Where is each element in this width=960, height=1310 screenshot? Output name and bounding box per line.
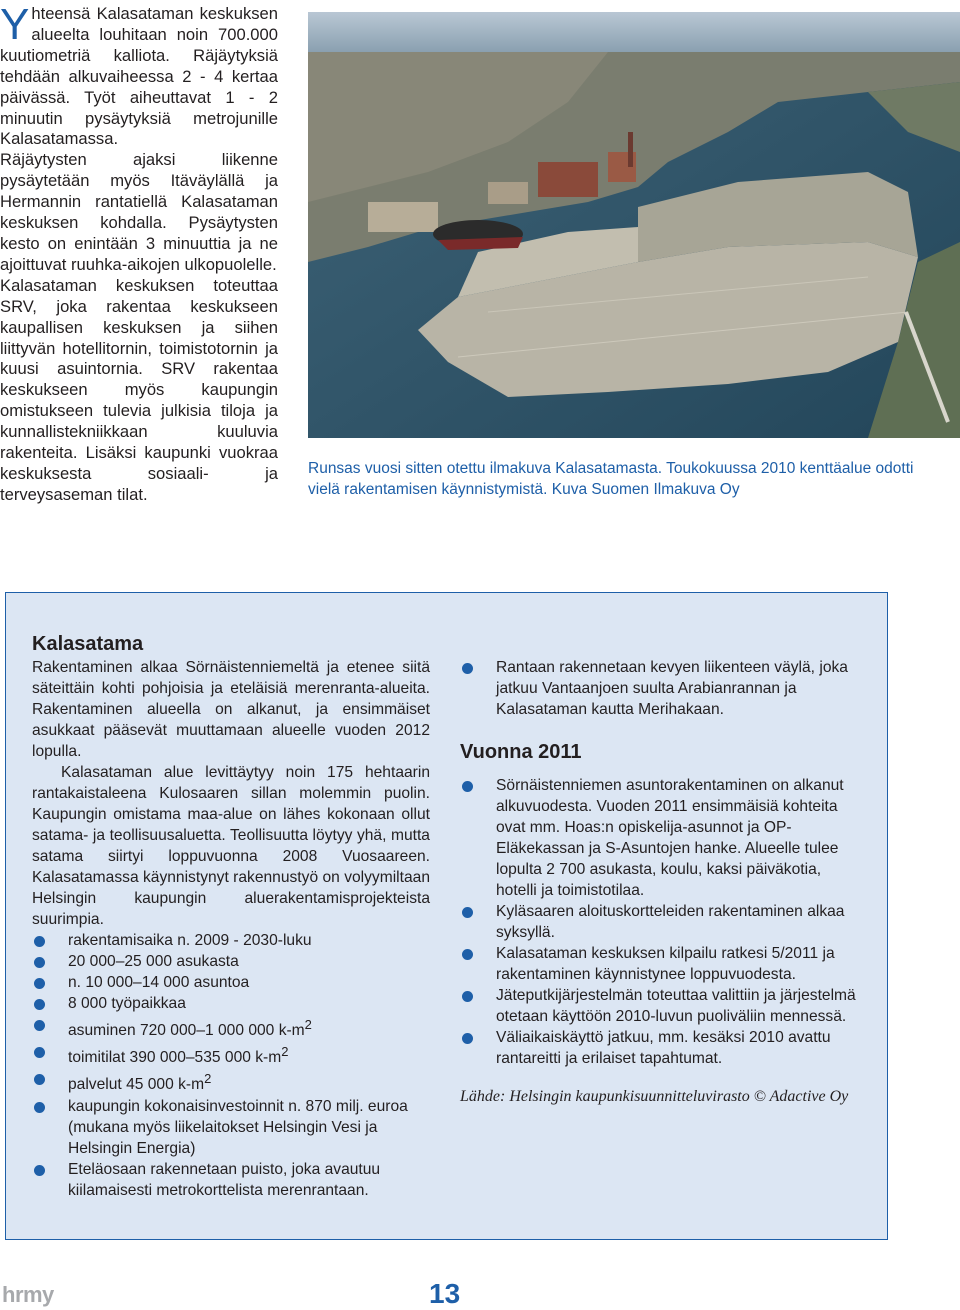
intro-text-1: hteensä Kalasataman keskuksen alueelta louhitaan noin 700.000 kuutiometriä kalliota. Räjäytyksiä tehdään alkuvaiheessa 2 - 4 kertaa päivässä. Työt aiheuttavat 1 - 2 minuutin pysäytyksiä metrojunille Kalasatamassa. bbox=[0, 4, 278, 149]
info-paragraph-1: Rakentaminen alkaa Sörnäistenniemeltä ja etenee siitä säteittäin kohti pohjoisia ja eteläisiä merenranta-alueita. Rakentaminen alueella on alkanut, ja ensimmäiset asukkaat pääsevät muuttamaan alueelle vuoden 2012 lopulla. bbox=[32, 659, 430, 760]
list-item bbox=[460, 775, 865, 901]
brand-logo: hrmy bbox=[2, 1282, 54, 1307]
list-item bbox=[32, 1159, 430, 1201]
bullet-icon bbox=[462, 1033, 473, 1044]
list-item bbox=[32, 993, 430, 1014]
year-heading: Vuonna 2011 bbox=[460, 741, 582, 763]
info-right-column bbox=[460, 657, 865, 1107]
superscript: 2 bbox=[304, 1017, 312, 1032]
list-item bbox=[460, 1027, 865, 1069]
bullet-icon bbox=[462, 781, 473, 792]
list-item-text: toimitilat 390 000–535 000 k-m bbox=[68, 1049, 282, 1067]
list-item bbox=[32, 1041, 430, 1068]
superscript: 2 bbox=[281, 1044, 289, 1060]
bullet-icon bbox=[34, 1047, 45, 1058]
list-item bbox=[32, 951, 430, 972]
intro-paragraph-2: Räjäytysten ajaksi liikenne pysäytetään myös Itäväylällä ja Hermannin rantatiellä Kalasataman keskuksen kohdalla. Pysäytysten kesto on enintään 3 minuuttia ja ne ajoittuvat ruuhka-aikojen ulkopuolelle. bbox=[0, 150, 278, 274]
intro-paragraph-3: Kalasataman keskuksen toteuttaa SRV, joka rakentaa keskukseen kaupallisen keskuksen ja siihen liittyvän hotellitornin, toimistotornin ja kuusi asuintornia. SRV rakentaa keskukseen myös kaupungin omistukseen tulevia julkisia tiloja ja kunnallistekniikkaan kuuluvia rakenteita. Lisäksi kaupunki vuokraa keskuksesta sosiaali- ja terveysaseman tilat. bbox=[0, 275, 278, 504]
bullet-icon bbox=[34, 1074, 45, 1085]
list-item bbox=[460, 985, 865, 1027]
list-item bbox=[32, 972, 430, 993]
bullet-icon bbox=[34, 1020, 45, 1031]
list-item-text: kaupungin kokonaisinvestoinnit n. 870 milj. euroa (mukana myös liikelaitokset Helsingin Vesi ja Helsingin Energia) bbox=[68, 1097, 408, 1157]
bullet-icon bbox=[34, 978, 45, 989]
bullet-icon bbox=[462, 991, 473, 1002]
list-item bbox=[32, 1096, 430, 1159]
bullet-icon bbox=[34, 1102, 45, 1113]
list-item bbox=[32, 930, 430, 951]
list-item bbox=[460, 657, 865, 720]
list-item-text: Jäteputkijärjestelmän toteuttaa valittiin ja järjestelmä otetaan käyttöön 2010-luvun puoliväliin mennessä. bbox=[496, 987, 856, 1025]
drop-cap: Y bbox=[0, 0, 30, 49]
superscript: 2 bbox=[204, 1071, 212, 1087]
list-item-text: n. 10 000–14 000 asuntoa bbox=[68, 974, 250, 991]
list-item-text: Kyläsaaren aloituskortteleiden rakentaminen alkaa syksyllä. bbox=[496, 903, 845, 941]
bullet-icon bbox=[34, 936, 45, 947]
aerial-photo-graphic bbox=[308, 12, 960, 438]
intro-column bbox=[0, 0, 278, 506]
list-item-text: palvelut 45 000 k-m bbox=[68, 1076, 205, 1094]
info-paragraph-2: Kalasataman alue levittäytyy noin 175 hehtaarin rantakaistaleena Kulosaaren sillan molemmin puolin. Kaupungin omistama maa-alue on lähes kokonaan ollut satama- ja teollisuusaluetta. Teollisuutta löytyy yhä, mutta satama siirtyi loppuvuonna 2008 Vuosaareen. Kalasatamassa käynnistynyt rakennustyö on volyymiltaan Helsingin kaupungin aluerakentamisprojekteista suurimpia. bbox=[32, 764, 430, 928]
info-left-column bbox=[32, 657, 430, 1201]
list-item bbox=[460, 901, 865, 943]
bullet-icon bbox=[34, 999, 45, 1010]
aerial-photo bbox=[308, 12, 960, 438]
list-item bbox=[32, 1068, 430, 1095]
facts-list bbox=[32, 930, 430, 1201]
photo-caption: Runsas vuosi sitten otettu ilmakuva Kalasatamasta. Toukokuussa 2010 kenttäalue odotti vielä rakentamisen käynnistymistä. Kuva Suomen Ilmakuva Oy bbox=[308, 460, 914, 498]
list-item-text: 8 000 työpaikkaa bbox=[68, 995, 186, 1012]
list-item-text: Eteläosaan rakennetaan puisto, joka avautuu kiilamaisesti metrokorttelista merenrantaan. bbox=[68, 1160, 381, 1199]
bullet-icon bbox=[34, 957, 45, 968]
info-box-title: Kalasatama bbox=[32, 633, 144, 655]
list-item bbox=[32, 1014, 430, 1041]
list-item-text: asuminen 720 000–1 000 000 k-m bbox=[68, 1022, 305, 1040]
info-box bbox=[5, 592, 888, 1240]
list-item-text: 20 000–25 000 asukasta bbox=[68, 953, 239, 970]
list-item-text: Väliaikaiskäyttö jatkuu, mm. kesäksi 2010 avattu rantareitti ja erilaiset tapahtumat. bbox=[496, 1029, 831, 1067]
bullet-icon bbox=[462, 663, 473, 674]
page-number: 13 bbox=[429, 1278, 461, 1309]
year-list bbox=[460, 775, 865, 1069]
list-item-text: Kalasataman keskuksen kilpailu ratkesi 5/2011 ja rakentaminen käynnistynee loppuvuodesta. bbox=[496, 945, 835, 983]
source-credit: Lähde: Helsingin kaupunkisuunnitteluvirasto © Adactive Oy bbox=[460, 1088, 849, 1105]
list-item-text: rakentamisaika n. 2009 - 2030-luku bbox=[68, 932, 312, 949]
bullet-icon bbox=[462, 949, 473, 960]
list-item-text: Sörnäistenniemen asuntorakentaminen on alkanut alkuvuodesta. Vuoden 2011 ensimmäisiä kohteita ovat mm. Hoas:n opiskelija-asunnot ja OP-Eläkekassan ja S-Asuntojen hanke. Alueelle tulee lopulta 2 700 asukasta, koulu, kaksi päiväkotia, hotelli ja toimistotilaa. bbox=[496, 777, 844, 899]
intro-paragraph-1 bbox=[0, 0, 278, 150]
list-item-text: Rantaan rakennetaan kevyen liikenteen väylä, joka jatkuu Vantaanjoen suulta Arabianrannan ja Kalasataman kautta Merihakaan. bbox=[496, 659, 848, 718]
list-item bbox=[460, 943, 865, 985]
right-top-list bbox=[460, 657, 865, 720]
bullet-icon bbox=[462, 907, 473, 918]
bullet-icon bbox=[34, 1165, 45, 1176]
